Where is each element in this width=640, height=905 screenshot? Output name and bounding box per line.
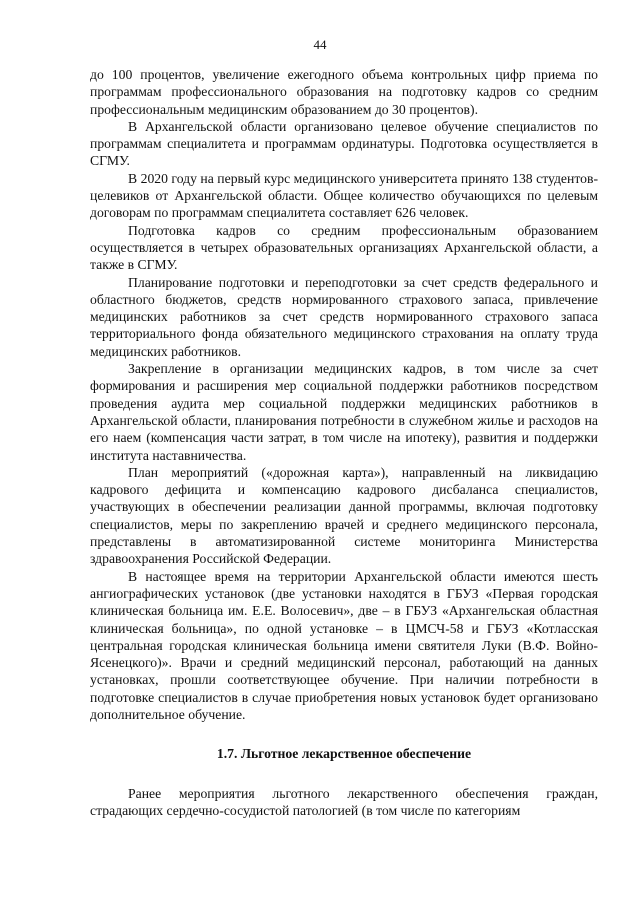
paragraph: В Архангельской области организовано целевое обучение специалистов по программам специалитета и программам ординатуры. Подготовка осуществляется в СГМУ. xyxy=(90,118,598,169)
paragraph: Ранее мероприятия льготного лекарственного обеспечения граждан, страдающих сердечно-сосудистой патологией (в том числе по категориям xyxy=(90,785,598,818)
paragraph: Планирование подготовки и переподготовки за счет средств федерального и областного бюджетов, средств нормированного страхового запаса, привлечение медицинских работников за счет средств нормированного страхового запаса территориального фонда обязательного медицинского страхования на оплату труда медицинских работников. xyxy=(90,274,598,359)
paragraph: План мероприятий («дорожная карта»), направленный на ликвидацию кадрового дефицита и компенсацию кадрового дисбаланса специалистов, участвующих в обеспечении реализации данной программы, включая подготовку специалистов, меры по закреплению врачей и среднего медицинского персонала, представлены в автоматизированной системе мониторинга Министерства здравоохранения Российской Федерации. xyxy=(90,464,598,567)
paragraph: Подготовка кадров со средним профессиональным образованием осуществляется в четырех образовательных организациях Архангельской области, а также в СГМУ. xyxy=(90,222,598,273)
paragraph: до 100 процентов, увеличение ежегодного объема контрольных цифр приема по программам профессионального образования на подготовку кадров со средним профессиональным медицинским образованием до 30 процентов). xyxy=(90,67,598,117)
page-number: 44 xyxy=(313,37,327,52)
paragraph: В настоящее время на территории Архангельской области имеются шесть ангиографических установок (две установки находятся в ГБУЗ «Первая городская клиническая больница им. Е.Е. Волосевич», две – в ГБУЗ «Архангельская областная клиническая больница», по одной установке – в ЦМСЧ-58 и ГБУЗ «Котласская центральная городская клиническая больница имени святителя Луки (В.Ф. Войно-Ясенецкого)». Врачи и средний медицинский персонал, работающий на данных установках, прошли соответствующее обучение. При наличии потребности в подготовке специалистов в случае приобретения новых установок будет организовано дополнительное обучение. xyxy=(90,568,598,722)
paragraph: Закрепление в организации медицинских кадров, в том числе за счет формирования и расширения мер социальной поддержки работников посредством проведения аудита мер социальной поддержки медицинских работников в Архангельской области, планирования потребности в служебном жилье и расходов на его наем (компенсация части затрат, в том числе на ипотеку), развития и поддержки института наставничества. xyxy=(90,361,598,463)
document-body xyxy=(90,66,598,819)
section-heading: 1.7. Льготное лекарственное обеспечение xyxy=(216,746,472,762)
paragraph: В 2020 году на первый курс медицинского университета принято 138 студентов-целевиков от Архангельской области. Общее количество обучающихся по целевым договорам по программам специалитета составляет 626 человек. xyxy=(90,170,598,221)
